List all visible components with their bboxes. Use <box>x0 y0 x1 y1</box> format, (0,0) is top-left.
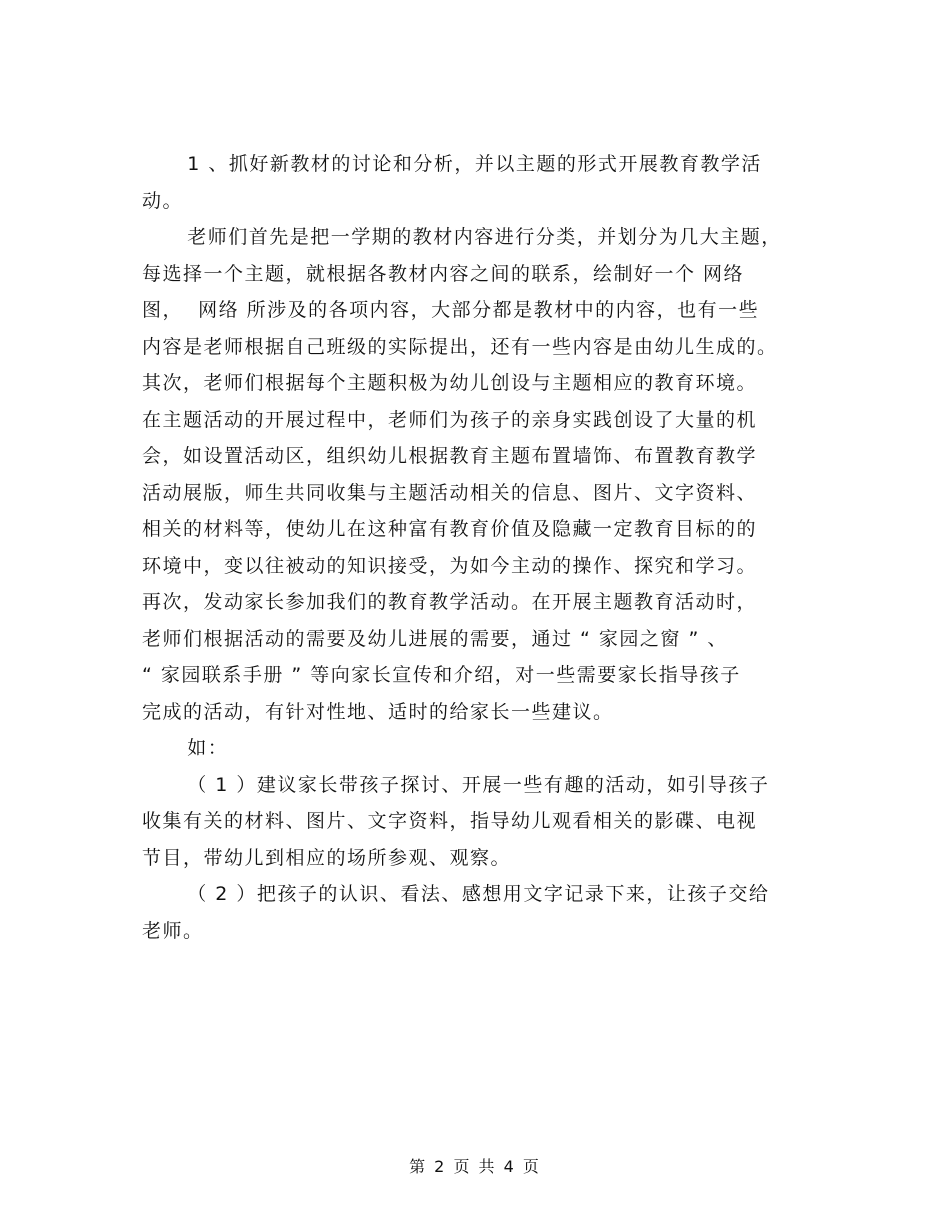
text-line: 环境中，变以往被动的知识接受，为如今主动的操作、探究和学习。 <box>142 554 758 577</box>
text-line: 每选择一个主题，就根据各教材内容之间的联系，绘制好一个 网络 <box>142 262 745 285</box>
text-line: 老师。 <box>142 919 204 942</box>
text-line: 1 、抓好新教材的讨论和分析，并以主题的形式开展教育教学活 <box>142 153 762 175</box>
text-line: 图， 网络 所涉及的各项内容，大部分都是教材中的内容，也有一些 <box>142 299 760 321</box>
text-line: 会，如设置活动区，组织幼儿根据教育主题布置墙饰、布置教育教学 <box>142 445 758 467</box>
text-line: 相关的材料等，使幼儿在这种富有教育价值及隐藏一定教育目标的的 <box>142 518 758 540</box>
text-line: （ 2 ）把孩子的认识、看法、感想用文字记录下来，让孩子交给 <box>142 883 770 905</box>
text-line: 其次，老师们根据每个主题积极为幼儿创设与主题相应的教育环境。 <box>142 372 758 394</box>
page-number-footer: 第 2 页 共 4 页 <box>409 1157 541 1176</box>
text-line: “ 家园联系手册 ” 等向家长宣传和介绍，对一些需要家长指导孩子 <box>142 664 741 686</box>
text-line: 再次，发动家长参加我们的教育教学活动。在开展主题教育活动时， <box>142 591 758 613</box>
text-line: （ 1 ）建议家长带孩子探讨、开展一些有趣的活动，如引导孩子 <box>142 773 770 796</box>
text-line: 在主题活动的开展过程中，老师们为孩子的亲身实践创设了大量的机 <box>142 408 758 431</box>
text-line: 完成的活动，有针对性地、适时的给家长一些建议。 <box>142 700 614 723</box>
text-line: 活动展版，师生共同收集与主题活动相关的信息、图片、文字资料、 <box>142 481 758 504</box>
text-line: 动。 <box>142 189 184 212</box>
text-line: 节目，带幼儿到相应的场所参观、观察。 <box>142 846 512 869</box>
text-line: 收集有关的材料、图片、文字资料，指导幼儿观看相关的影碟、电视 <box>142 810 758 832</box>
text-line: 老师们首先是把一学期的教材内容进行分类，并划分为几大主题， <box>142 226 782 248</box>
text-line: 如： <box>142 737 229 759</box>
text-line: 内容是老师根据自己班级的实际提出，还有一些内容是由幼儿生成的。 <box>142 335 778 358</box>
text-line: 老师们根据活动的需要及幼儿进展的需要，通过 “ 家园之窗 ” 、 <box>142 627 728 650</box>
document-body <box>142 146 812 949</box>
